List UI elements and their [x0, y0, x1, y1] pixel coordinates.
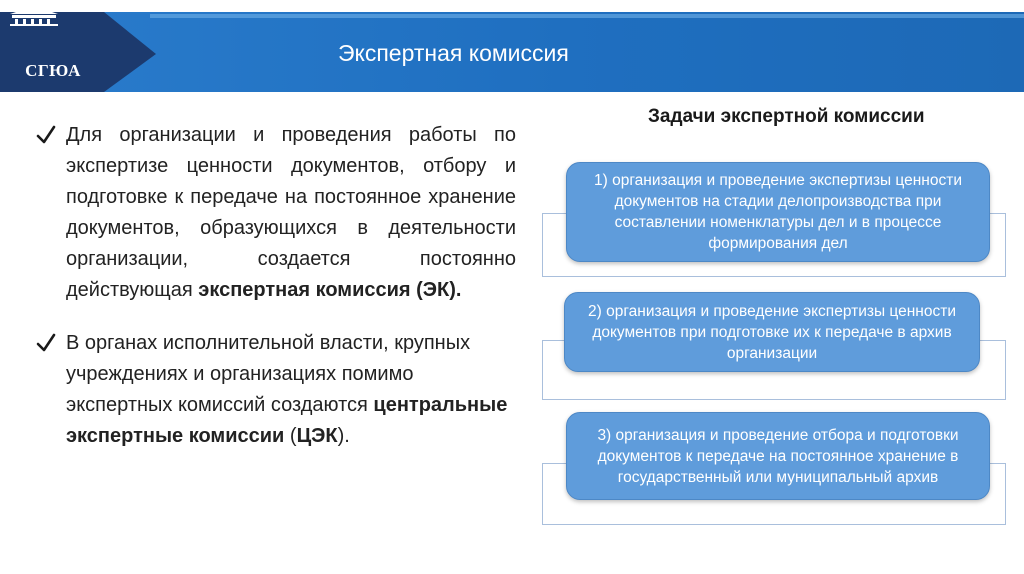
paragraph-tsek-bold1: центральные экспертные комиссии: [66, 394, 508, 447]
paragraph-tsek-text: В органах исполнительной власти, крупных учреждениях и организациях помимо экспертных комиссий создаются: [66, 332, 471, 416]
paragraph-ek: [36, 120, 516, 306]
check-icon: [36, 332, 56, 354]
paragraph-tsek: [36, 328, 516, 452]
header-bar: [0, 0, 1024, 92]
paragraph-ek-text: Для организации и проведения работы по экспертизе ценности документов, отбору и подготовке к передаче на постоянное хранение документов, образующихся в деятельности организации, создается постоянно действующая: [66, 124, 516, 301]
task-item-1: 1) организация и проведение экспертизы ценности документов на стадии делопроизводства при составлении номенклатуры дел и в процессе формирования дел: [566, 162, 990, 262]
task-item-3: 3) организация и проведение отбора и подготовки документов к передаче на постоянное хранение в государственный или муниципальный архив: [566, 412, 990, 500]
task-item-2: 2) организация и проведение экспертизы ценности документов при подготовке их к передаче в архив организации: [564, 292, 980, 372]
paragraph-tsek-middle: (: [284, 425, 297, 447]
logo-text: СГЮА: [25, 61, 81, 80]
paragraph-tsek-end: ).: [337, 425, 350, 447]
logo-block: [0, 4, 158, 92]
page-title: Экспертная комиссия: [338, 40, 569, 66]
paragraph-tsek-bold2: ЦЭК: [296, 425, 338, 447]
check-icon: [36, 124, 56, 146]
paragraph-ek-bold: экспертная комиссия (ЭК).: [198, 279, 462, 301]
tasks-title: Задачи экспертной комиссии: [648, 106, 925, 127]
header-accent-stripe: [150, 14, 1024, 18]
left-text-column: [36, 120, 516, 452]
university-building-icon: [0, 4, 68, 44]
